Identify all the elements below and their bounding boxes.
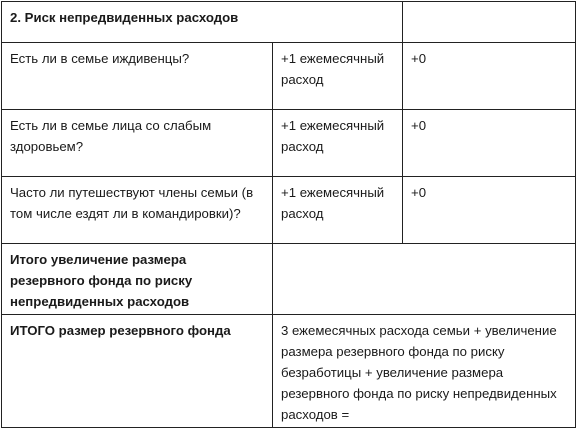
total-row	[2, 315, 576, 428]
section-title-cell	[2, 2, 403, 43]
section-header-row	[2, 2, 576, 43]
subtotal-value-cell	[273, 244, 576, 315]
total-label: ИТОГО размер резервного фонда	[10, 323, 231, 338]
section-empty-cell	[403, 2, 576, 43]
table-row	[2, 177, 576, 244]
question-text: Есть ли в семье иждивенцы?	[10, 51, 190, 66]
subtotal-label: Итого увеличение размера резервного фонда по риску непредвиденных расходов	[10, 252, 193, 309]
total-formula-cell	[273, 315, 576, 428]
table-row	[2, 110, 576, 177]
question-text: Часто ли путешествуют члены семьи (в том числе ездят ли в командировки)?	[10, 185, 254, 221]
yes-value-text: +1 ежемесячный расход	[281, 51, 385, 87]
total-label-cell	[2, 315, 273, 428]
reserve-fund-table	[1, 1, 576, 428]
yes-value-text: +1 ежемесячный расход	[281, 118, 385, 154]
no-value-text: +0	[411, 51, 427, 66]
no-value-text: +0	[411, 185, 427, 200]
no-value-cell	[403, 43, 576, 110]
yes-value-cell	[273, 177, 403, 244]
yes-value-text: +1 ежемесячный расход	[281, 185, 385, 221]
question-cell	[2, 177, 273, 244]
question-cell	[2, 43, 273, 110]
table-row	[2, 43, 576, 110]
section-title: 2. Риск непредвиденных расходов	[10, 10, 239, 25]
subtotal-row	[2, 244, 576, 315]
yes-value-cell	[273, 110, 403, 177]
question-cell	[2, 110, 273, 177]
total-formula: 3 ежемесячных расхода семьи + увеличение размера резервного фонда по риску безработицы + увеличение размера резервного фонда по риску непредвиденных расходов =	[281, 323, 557, 422]
question-text: Есть ли в семье лица со слабым здоровьем?	[10, 118, 212, 154]
no-value-cell	[403, 110, 576, 177]
no-value-text: +0	[411, 118, 427, 133]
subtotal-label-cell	[2, 244, 273, 315]
yes-value-cell	[273, 43, 403, 110]
no-value-cell	[403, 177, 576, 244]
